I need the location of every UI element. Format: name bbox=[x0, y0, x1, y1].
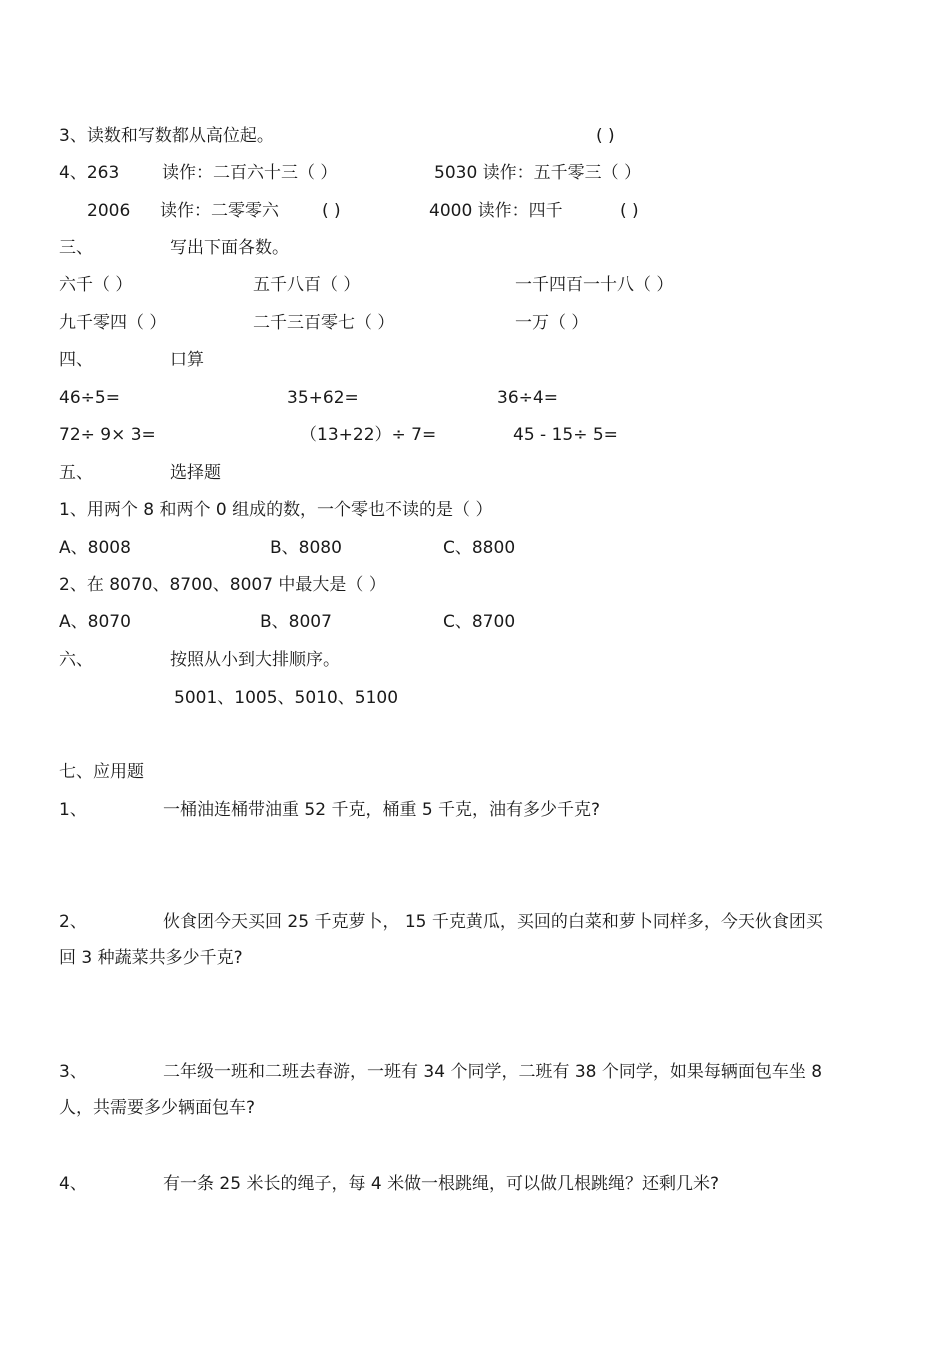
section-6-title: 按照从小到大排顺序。 bbox=[170, 650, 340, 670]
calc-item: 46÷5= bbox=[59, 388, 120, 408]
section-3-title: 写出下面各数。 bbox=[170, 238, 289, 258]
write-item: 六千（ ） bbox=[59, 275, 133, 295]
app-question-number: 1、 bbox=[59, 800, 87, 820]
section-4-label: 四、 bbox=[59, 350, 93, 370]
calc-item: 72÷ 9× 3= bbox=[59, 425, 156, 445]
app-question-2: 伙食团今天买回 25 千克萝卜， 15 千克黄瓜，买回的白菜和萝卜同样多，今天伙食团买 bbox=[163, 912, 823, 932]
answer-paren-4000: ( ) bbox=[620, 201, 639, 221]
section-3-label: 三、 bbox=[59, 238, 93, 258]
section-7-title: 七、应用题 bbox=[59, 762, 144, 782]
section-6-label: 六、 bbox=[59, 650, 93, 670]
app-question-1: 一桶油连桶带油重 52 千克，桶重 5 千克，油有多少千克? bbox=[163, 800, 601, 820]
choice-option: B、8007 bbox=[260, 612, 332, 632]
write-item: 二千三百零七（ ） bbox=[253, 313, 395, 333]
app-question-3-cont: 人，共需要多少辆面包车? bbox=[59, 1098, 256, 1118]
app-question-number: 4、 bbox=[59, 1174, 87, 1194]
choice-question-1: 1、用两个 8 和两个 0 组成的数，一个零也不读的是（ ） bbox=[59, 500, 493, 520]
section-5-label: 五、 bbox=[59, 463, 93, 483]
app-question-2-cont: 回 3 种蔬菜共多少千克? bbox=[59, 948, 243, 968]
reading-2006: 读作：二零零六 bbox=[160, 201, 279, 221]
answer-paren-3: ( ) bbox=[596, 126, 615, 146]
reading-5030: 5030 读作：五千零三（ ） bbox=[434, 163, 642, 183]
reading-263: 读作：二百六十三（ ） bbox=[162, 163, 338, 183]
section-5-title: 选择题 bbox=[170, 463, 221, 483]
statement-3: 3、读数和写数都从高位起。 bbox=[59, 126, 274, 146]
write-item: 一万（ ） bbox=[515, 313, 589, 333]
choice-option: C、8700 bbox=[443, 612, 516, 632]
write-item: 九千零四（ ） bbox=[59, 313, 167, 333]
section-4-title: 口算 bbox=[170, 350, 204, 370]
calc-item: 36÷4= bbox=[497, 388, 558, 408]
choice-option: B、8080 bbox=[270, 538, 342, 558]
choice-option: A、8008 bbox=[59, 538, 131, 558]
number-2006: 2006 bbox=[87, 201, 131, 221]
choice-question-2: 2、在 8070、8700、8007 中最大是（ ） bbox=[59, 575, 386, 595]
calc-item: 45 - 15÷ 5= bbox=[513, 425, 618, 445]
calc-item: （13+22）÷ 7= bbox=[300, 425, 437, 445]
choice-option: A、8070 bbox=[59, 612, 131, 632]
choice-option: C、8800 bbox=[443, 538, 516, 558]
write-item: 五千八百（ ） bbox=[253, 275, 361, 295]
reading-4000: 4000 读作：四千 bbox=[429, 201, 563, 221]
app-question-number: 3、 bbox=[59, 1062, 87, 1082]
number-263: 4、263 bbox=[59, 163, 120, 183]
write-item: 一千四百一十八（ ） bbox=[515, 275, 674, 295]
app-question-number: 2、 bbox=[59, 912, 87, 932]
calc-item: 35+62= bbox=[287, 388, 359, 408]
app-question-3: 二年级一班和二班去春游，一班有 34 个同学，二班有 38 个同学，如果每辆面包车坐 8 bbox=[163, 1062, 823, 1082]
answer-paren-2006: ( ) bbox=[322, 201, 341, 221]
sort-numbers: 5001、1005、5010、5100 bbox=[174, 688, 399, 708]
app-question-4: 有一条 25 米长的绳子，每 4 米做一根跳绳，可以做几根跳绳？还剩几米? bbox=[163, 1174, 720, 1194]
